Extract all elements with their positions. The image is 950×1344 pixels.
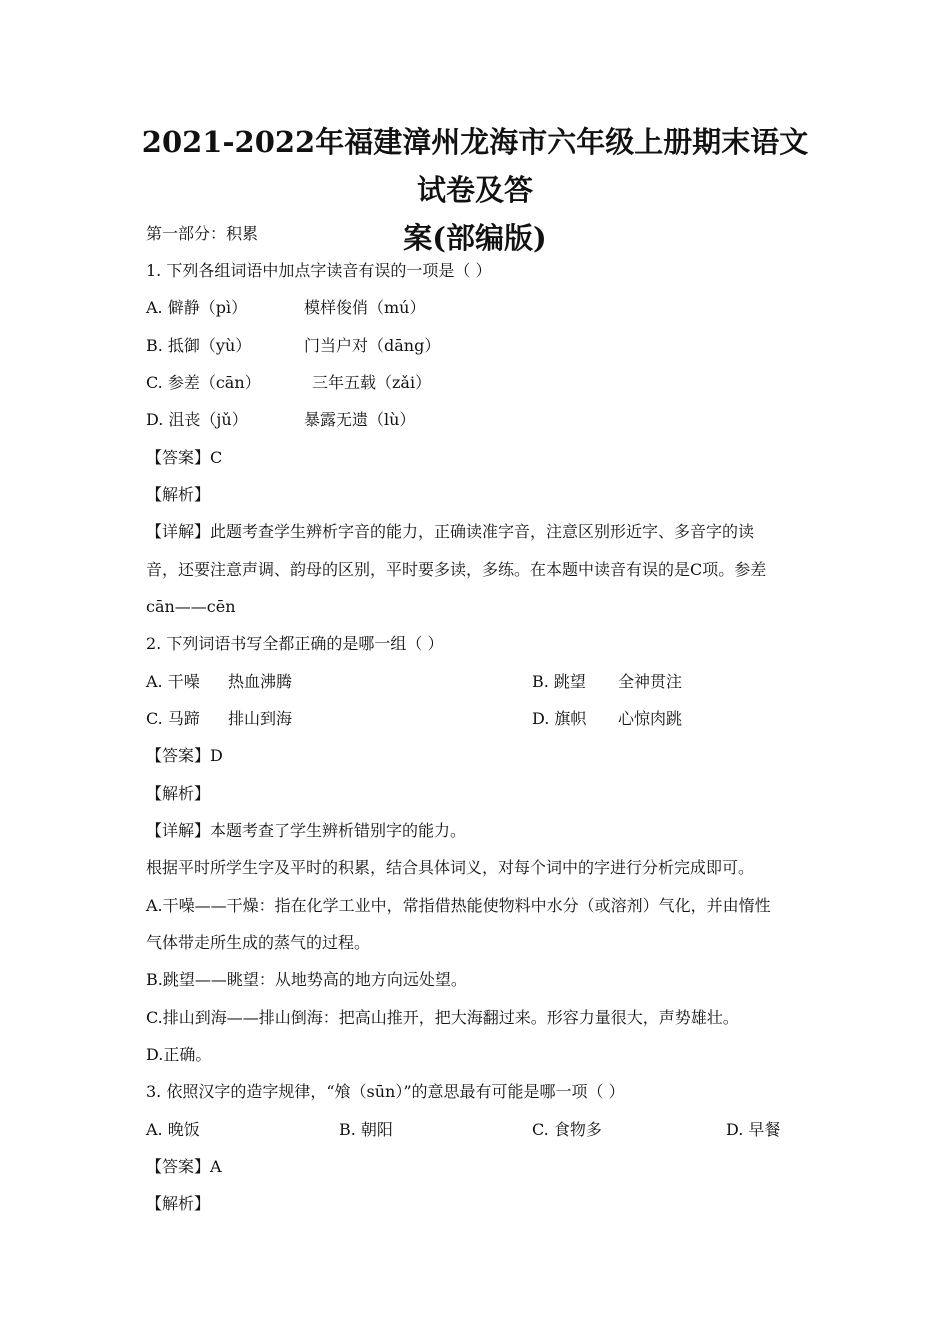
q2-option-c-phrase: 排山到海	[228, 709, 293, 728]
q1-option-a	[146, 297, 810, 319]
q2-detail: 【详解】本题考查了学生辨析错别字的能力。	[146, 821, 467, 840]
q2-analysis: 【解析】	[146, 784, 211, 803]
q2-options-row-2	[146, 708, 810, 730]
q1-answer: 【答案】C	[146, 448, 223, 467]
q3-options-row	[146, 1119, 810, 1141]
q2-option-a-phrase: 热血沸腾	[228, 672, 293, 691]
q1-option-a-phrase: 模样俊俏（mú）	[304, 298, 426, 317]
q3-answer: 【答案】A	[146, 1157, 222, 1176]
q1-option-c-phrase: 三年五载（zǎi）	[312, 373, 432, 392]
q2-option-c-label: C. 马蹄	[146, 709, 200, 728]
title-line-1: 2021-2022年福建漳州龙海市六年级上册期末语文试卷及答	[141, 125, 809, 207]
q1-option-a-word: A. 僻静（pì）	[146, 298, 248, 317]
q1-detail-line-3: cān——cēn	[146, 597, 236, 616]
section-heading: 第一部分：积累	[146, 224, 259, 243]
title-line-2: 案(部编版)	[403, 221, 547, 255]
q2-option-a-label: A. 干噪	[146, 672, 200, 691]
q2-option-d-phrase: 心惊肉跳	[618, 709, 683, 728]
q1-detail-line-2: 音，还要注意声调、韵母的区别，平时要多读，多练。在本题中读音有误的是C项。参差	[146, 560, 767, 579]
q1-stem: 1. 下列各组词语中加点字读音有误的一项是（ ）	[146, 261, 492, 280]
q1-option-d-phrase: 暴露无遗（lù）	[304, 410, 416, 429]
q2-options-row-1	[146, 671, 810, 693]
q2-stem: 2. 下列词语书写全都正确的是哪一组（ ）	[146, 634, 444, 653]
q3-option-a: A. 晚饭	[146, 1120, 200, 1139]
q1-option-b	[146, 335, 810, 357]
q1-option-b-word: B. 抵御（yù）	[146, 336, 252, 355]
q3-option-c: C. 食物多	[532, 1120, 602, 1139]
q2-option-d-label: D. 旗帜	[532, 709, 587, 728]
q2-answer: 【答案】D	[146, 746, 223, 765]
q2-paragraph-1: 根据平时所学生字及平时的积累，结合具体词义，对每个词中的字进行分析完成即可。	[146, 858, 755, 877]
q3-option-d: D. 早餐	[726, 1120, 781, 1139]
q2-option-b-label: B. 跳望	[532, 672, 586, 691]
q1-analysis: 【解析】	[146, 485, 211, 504]
q2-paragraph-3: B.跳望——眺望：从地势高的地方向远处望。	[146, 970, 467, 989]
q1-option-d	[146, 409, 810, 431]
q1-option-c-word: C. 参差（cān）	[146, 373, 261, 392]
q1-option-b-phrase: 门当户对（dāng）	[304, 336, 441, 355]
q3-stem: 3. 依照汉字的造字规律，“飧（sūn）”的意思最有可能是哪一项（ ）	[146, 1082, 625, 1101]
q2-paragraph-2b: 气体带走所生成的蒸气的过程。	[146, 933, 371, 952]
q2-option-b-phrase: 全神贯注	[618, 672, 683, 691]
q2-paragraph-2a: A.干噪——干燥：指在化学工业中，常指借热能使物料中水分（或溶剂）气化，并由惰性	[146, 896, 771, 915]
q1-detail-line-1: 【详解】此题考查学生辨析字音的能力，正确读准字音，注意区别形近字、多音字的读	[146, 522, 755, 541]
q2-paragraph-5: D.正确。	[146, 1045, 212, 1064]
q3-analysis: 【解析】	[146, 1194, 211, 1213]
q3-option-b: B. 朝阳	[339, 1120, 393, 1139]
q1-option-d-word: D. 沮丧（jǔ）	[146, 410, 248, 429]
q1-option-c	[146, 372, 810, 394]
q2-paragraph-4: C.排山到海——排山倒海：把高山推开，把大海翻过来。形容力量很大，声势雄壮。	[146, 1008, 739, 1027]
